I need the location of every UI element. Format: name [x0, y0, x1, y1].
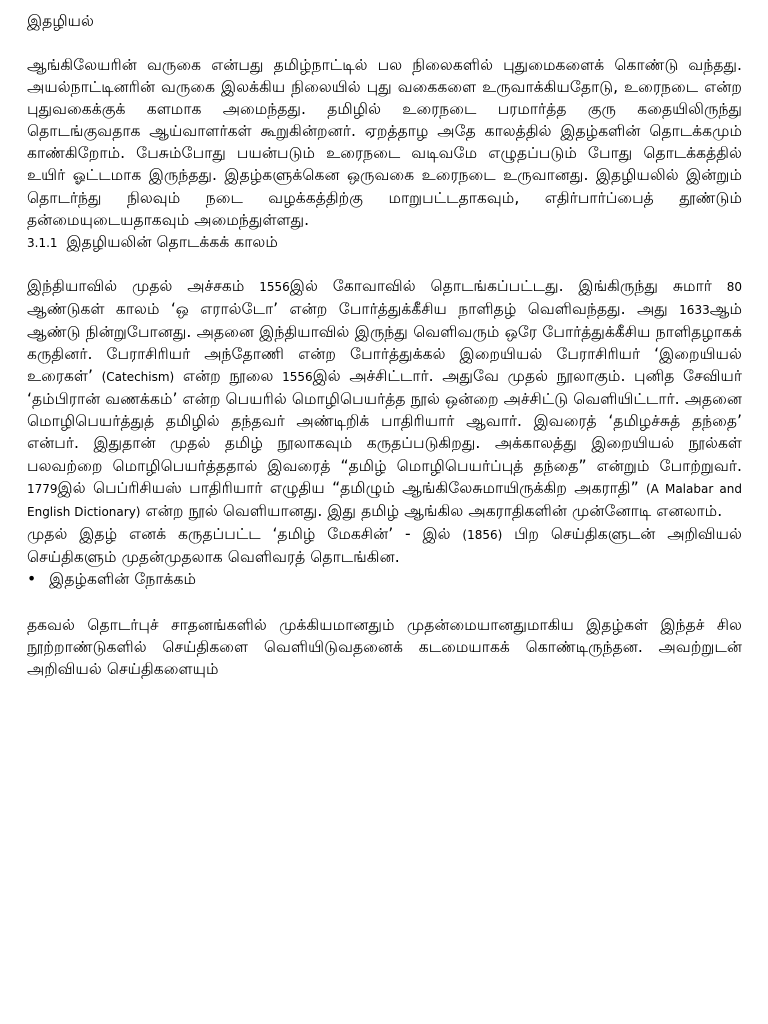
page-title: இதழியல்	[27, 12, 94, 30]
bullet-heading-text: இதழ்களின் நோக்கம்	[49, 569, 197, 588]
number-run: 80	[726, 279, 742, 294]
text-run: என்ற நூல் வெளியானது. இது தமிழ் ஆங்கில அகராதிகளின் முன்னோடி எனலாம்.	[140, 501, 723, 520]
text-run: இந்தியாவில் முதல் அச்சகம்	[27, 276, 260, 295]
text-run: ஆண்டுகள் காலம் ‘ஒ எரால்டோ’ என்ற போர்த்துக்கீசிய நாளிதழ் வெளிவந்தது. அது	[27, 299, 680, 318]
number-run: 1633	[679, 302, 710, 317]
text-run: இல் கோவாவில் தொடங்கப்பட்டது. இங்கிருந்து சுமார்	[289, 276, 727, 295]
section-number: 3.1.1	[27, 235, 58, 250]
paragraph-first-magazine	[27, 523, 742, 568]
latin-run: (A Malabar and English Dictionary)	[27, 481, 742, 519]
text-run: இல் பெப்ரிசியஸ் பாதிரியார் எழுதிய “தமிழும் ஆங்கிலேசுமாயிருக்கிற அகராதி”	[57, 478, 646, 497]
section-heading	[27, 231, 742, 254]
text-run: ஆம் ஆண்டு நின்றுபோனது. அதனை இந்தியாவில் இருந்து வெளிவரும் ஒரே போர்த்துக்கீசிய நாளிதழாகக் கருதினர். பேராசிரியர் அந்தோணி என்ற போர்த்துக்கல் இறையியல் பேராசிரியர் ‘இறையியல் உரைகள்’	[27, 299, 742, 386]
number-run: 1779	[27, 481, 58, 496]
number-run: 1556	[259, 279, 290, 294]
text-run: பிற செய்திகளுடன் அறிவியல் செய்திகளும் முதன்முதலாக வெளிவரத் தொடங்கின.	[27, 524, 742, 566]
text-run: இல் அச்சிட்டார். அதுவே முதல் நூலாகும். புனித சேவியர் ‘தம்பிரான் வணக்கம்’ என்ற பெயரில் மொழிபெயர்த்த நூல் ஒன்றை அச்சிட்டு வெளியிட்டார். அதனை மொழிபெயர்த்துத் தமிழில் தந்தவர் அண்டிறிக் பாதிரியார் ஆவார். இவரைத் ‘தமிழச்சுத் தந்தை’ என்பர். இதுதான் முதல் தமிழ் நூலாகவும் கருதப்படுகிறது. அக்காலத்து இறையியல் நூல்கள் பலவற்றை மொழிபெயர்த்ததால் இவரைத் “தமிழ் மொழிபெயர்ப்புத் தந்தை” என்றும் போற்றுவர்.	[27, 367, 742, 475]
paragraph-history	[27, 275, 742, 523]
number-run: 1556	[282, 370, 313, 385]
bullet-heading	[27, 568, 742, 590]
text-run: முதல் இதழ் எனக் கருதப்பட்ட ‘தமிழ் மேகசின்’ - இல்	[27, 524, 463, 543]
paragraph-intro: ஆங்கிலேயரின் வருகை என்பது தமிழ்நாட்டில் பல நிலைகளில் புதுமைகளைக் கொண்டு வந்தது. அயல்நாட்டினரின் வருகை இலக்கிய நிலையில் புது வகைகளை உருவாக்கியதோடு, உரைநடை என்ற புதுவகைக்குக் களமாக அமைந்தது. தமிழில் உரைநடை பரமார்த்த குரு கதையிலிருந்து தொடங்குவதாக ஆய்வாளர்கள் கூறுகின்றனர். ஏறத்தாழ அதே காலத்தில் இதழ்களின் தொடக்கமும் காண்கிறோம். பேசும்போது பயன்படும் உரைநடை வடிவமே எழுதப்படும் போது தொடக்கத்தில் உயிர் ஓட்டமாக இருந்தது. இதழ்களுக்கென ஒருவகை உரைநடை உருவானது. இதழியலில் இன்றும் தொடர்ந்து நிலவும் நடை வழக்கத்திற்கு மாறுபட்டதாகவும், எதிர்பார்ப்பைத் தூண்டும் தன்மையுடையதாகவும் அமைந்துள்ளது.	[27, 56, 742, 229]
text-run: என்ற நூலை	[174, 367, 283, 386]
latin-run: (Catechism)	[101, 370, 175, 385]
paragraph-purpose: தகவல் தொடர்புச் சாதனங்களில் முக்கியமானதும் முதன்மையானதுமாகிய இதழ்கள் இந்தச் சில நூற்றாண்டுகளில் செய்திகளை வெளியிடுவதனைக் கடமையாகக் கொண்டிருந்தன. அவற்றுடன் அறிவியல் செய்திகளையும்	[27, 615, 742, 679]
section-title: இதழியலின் தொடக்கக் காலம்	[66, 232, 278, 251]
number-run: (1856)	[462, 527, 503, 542]
bullet-marker: •	[27, 569, 37, 588]
